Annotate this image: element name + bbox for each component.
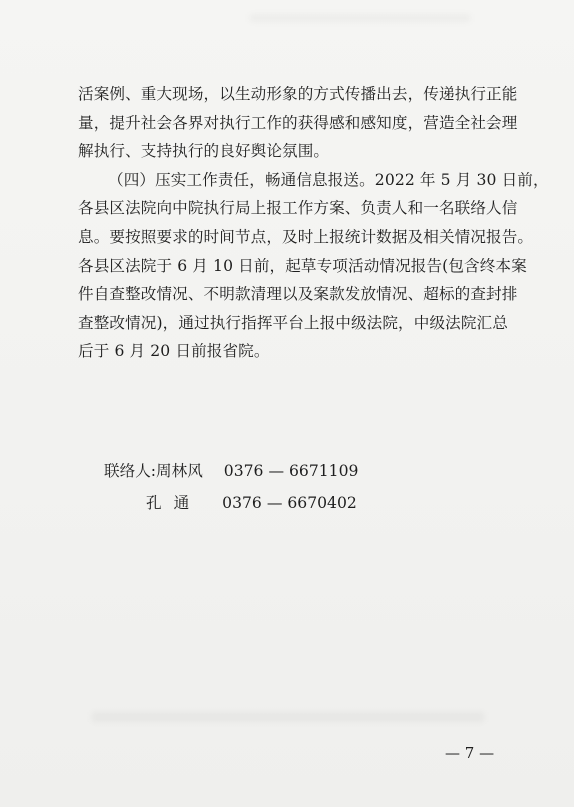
contact-name: 孔通	[146, 494, 202, 512]
body-text	[78, 80, 549, 366]
paragraph-line: 解执行、支持执行的良好舆论氛围。	[78, 142, 330, 161]
contact-name: 联络人:周林风	[104, 462, 203, 480]
section-heading-line: （四）压实工作责任，畅通信息报送。2022 年 5 月 30 日前，	[108, 170, 549, 189]
contact-phone: 0376 — 6670402	[222, 494, 357, 512]
bleed-through-mark	[250, 14, 470, 22]
paragraph-line: 各县区法院于 6 月 10 日前，起草专项活动情况报告(包含终本案	[78, 256, 527, 275]
contact-row	[104, 461, 358, 481]
page-number: — 7 —	[445, 744, 495, 762]
paragraph-line: 各县区法院向中院执行局上报工作方案、负责人和一名联络人信	[78, 199, 518, 218]
paragraph-line: 量，提升社会各界对执行工作的获得感和感知度，营造全社会理	[78, 113, 518, 132]
paragraph-line: 活案例、重大现场，以生动形象的方式传播出去，传递执行正能	[78, 85, 518, 103]
contact-row	[104, 493, 357, 513]
contact-phone: 0376 — 6671109	[223, 462, 359, 480]
paragraph-line: 件自查整改情况、不明款清理以及案款发放情况、超标的查封排	[78, 285, 518, 304]
paragraph-line: 后于 6 月 20 日前报省院。	[78, 342, 270, 361]
paragraph-line: 查整改情况)，通过执行指挥平台上报中级法院，中级法院汇总	[78, 313, 508, 332]
paragraph-line: 息。要按照要求的时间节点，及时上报统计数据及相关情况报告。	[78, 227, 534, 246]
bleed-through-mark	[92, 712, 484, 722]
